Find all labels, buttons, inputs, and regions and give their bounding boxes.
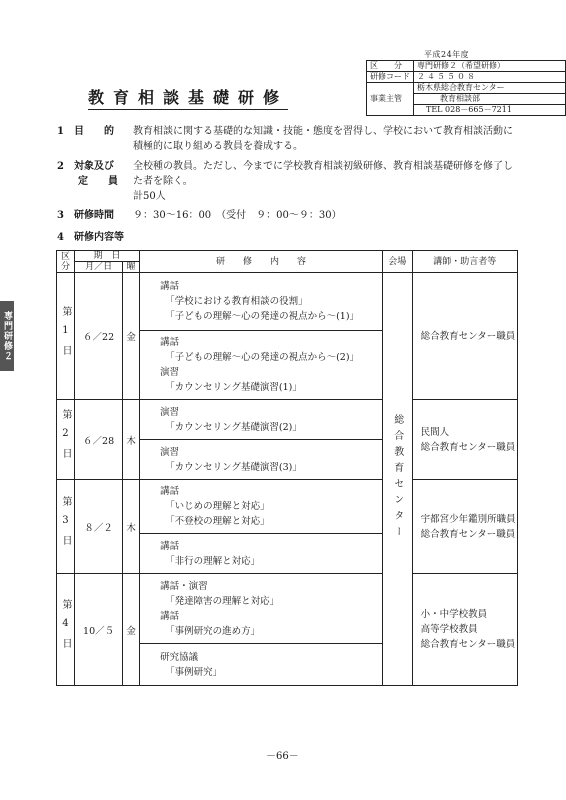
- weekday-cell: 金: [123, 574, 140, 686]
- section-3-body: ９：30～16：00 （受付 ９：00～９：30）: [133, 210, 342, 221]
- content-line: 「不登校の理解と対応」: [165, 516, 270, 527]
- day-label: [57, 574, 75, 686]
- content-line: 講話: [160, 610, 180, 622]
- date-cell: ６／28: [74, 400, 122, 480]
- content-block: [140, 400, 383, 440]
- content-line: 「いじめの理解と対応」: [165, 501, 270, 512]
- lecturer-line: 総合教育センター職員: [420, 639, 516, 650]
- content-block: [140, 480, 383, 534]
- content-block: [140, 273, 383, 331]
- lecturer-cell: [412, 400, 517, 480]
- lecturer-cell: [412, 480, 517, 574]
- label-line: 対象及び: [74, 161, 114, 172]
- content-line: 「事例研究」: [165, 666, 223, 678]
- header-kijitsu: 期 日: [74, 251, 139, 262]
- content-block: [140, 534, 383, 574]
- content-line: 講話: [160, 281, 180, 292]
- info-value: ２４５５０８: [414, 72, 566, 83]
- lecturer-line: 総合教育センター職員: [420, 528, 516, 540]
- day-label: [57, 480, 75, 574]
- lecturer-cell: [412, 574, 517, 686]
- lecturer-line: 小・中学校教員: [420, 609, 488, 620]
- content-line: 演習: [160, 446, 180, 458]
- section-number: 3: [57, 210, 64, 221]
- lecturer-line: 高等学校教員: [420, 624, 478, 635]
- content-line: 講話: [160, 486, 180, 497]
- info-value: TEL 028－665－7211: [414, 105, 566, 116]
- content-line: 研究協議: [160, 651, 199, 663]
- header-koshi: 講師・助言者等: [412, 251, 517, 273]
- content-line: 「子どもの理解～心の発達の視点から～(2)」: [165, 352, 360, 363]
- date-cell: ６／22: [74, 273, 122, 400]
- lecturer-line: 総合教育センター職員: [420, 330, 516, 342]
- header-yobi: 曜: [123, 262, 140, 273]
- info-value: 教育相談部: [414, 94, 566, 105]
- text-line: 教育相談に関する基礎的な知識・技能・態度を習得し、学校において教育相談活動に: [133, 126, 513, 137]
- content-block: [140, 440, 383, 480]
- section-label: [74, 159, 129, 189]
- info-value: 栃木県総合教育センター: [414, 83, 566, 94]
- date-cell: ８／２: [74, 480, 122, 574]
- lecturer-cell: [412, 273, 517, 400]
- info-key: 区 分: [367, 61, 414, 72]
- content-line: 講話: [160, 337, 180, 348]
- content-block: [140, 331, 383, 400]
- day-label: [57, 400, 75, 480]
- section-2-body: [133, 159, 523, 204]
- content-line: 「学校における教育相談の役割」: [165, 296, 308, 307]
- weekday-cell: 金: [123, 273, 140, 400]
- content-block: [140, 574, 383, 644]
- section-number: 1: [57, 126, 64, 137]
- schedule-table: [56, 250, 518, 686]
- lecturer-line: 宇都宮少年鑑別所職員: [420, 513, 516, 525]
- text-line: 計50人: [133, 191, 166, 202]
- content-line: 「事例研究の進め方」: [165, 625, 261, 637]
- content-block: [140, 644, 383, 686]
- fiscal-year: 平成24年度: [424, 50, 470, 59]
- date-cell: 10／５: [74, 574, 122, 686]
- label-line: 定 員: [78, 176, 118, 187]
- content-line: 「非行の理解と対応」: [165, 555, 261, 567]
- lecturer-line: 総合教育センター職員: [420, 441, 516, 453]
- day-text: 第1日: [59, 305, 71, 364]
- day-text: 第2日: [59, 409, 71, 467]
- content-line: 演習: [160, 406, 180, 418]
- section-1: [57, 124, 64, 139]
- section-label: 目 的: [74, 126, 114, 137]
- page-number: －66－: [266, 751, 299, 762]
- day-label: [57, 273, 75, 400]
- day-text: 第4日: [59, 599, 71, 657]
- content-line: 「カウンセリング基礎演習(3)」: [165, 461, 302, 473]
- info-table: [366, 60, 566, 116]
- day-text: 第3日: [59, 496, 71, 554]
- content-line: 演習: [160, 367, 180, 378]
- content-line: 講話・演習: [160, 580, 208, 592]
- section-number: 4: [57, 232, 64, 243]
- content-line: 「カウンセリング基礎演習(1)」: [165, 382, 302, 393]
- content-line: 講話: [160, 540, 180, 552]
- page-title: 教育相談基礎研修: [88, 85, 288, 110]
- weekday-cell: 木: [123, 400, 140, 480]
- section-number: 2: [57, 161, 64, 172]
- info-value: 専門研修２（希望研修）: [414, 61, 566, 72]
- section-1-body: [133, 124, 523, 154]
- content-line: 「発達障害の理解と対応」: [165, 595, 280, 607]
- text-line: 積極的に取り組める教員を養成する。: [133, 141, 303, 152]
- header-kubun: 区分: [57, 251, 75, 273]
- info-key: 研修コード: [367, 72, 414, 83]
- info-key: 事業主管: [367, 83, 414, 116]
- content-line: 「カウンセリング基礎演習(2)」: [165, 421, 302, 433]
- venue-text: 総合教育センター: [391, 413, 403, 542]
- text-line: た者を除く。: [133, 176, 193, 187]
- header-kaijo: 会場: [382, 251, 412, 273]
- content-line: 「子どもの理解～心の発達の視点から～(1)」: [165, 311, 360, 322]
- lecturer-line: 民間人: [420, 426, 450, 438]
- header-tsukihi: 月／日: [74, 262, 122, 273]
- weekday-cell: 木: [123, 480, 140, 574]
- section-label: 研修内容等: [74, 232, 124, 243]
- header-naiyo: 研 修 内 容: [140, 251, 383, 273]
- text-line: 全校種の教員。ただし、今までに学校教育相談初級研修、教育相談基礎研修を修了し: [133, 161, 513, 172]
- venue-cell: [382, 273, 412, 686]
- side-tab: 専門研修２: [0, 301, 14, 371]
- section-label: 研修時間: [74, 210, 114, 221]
